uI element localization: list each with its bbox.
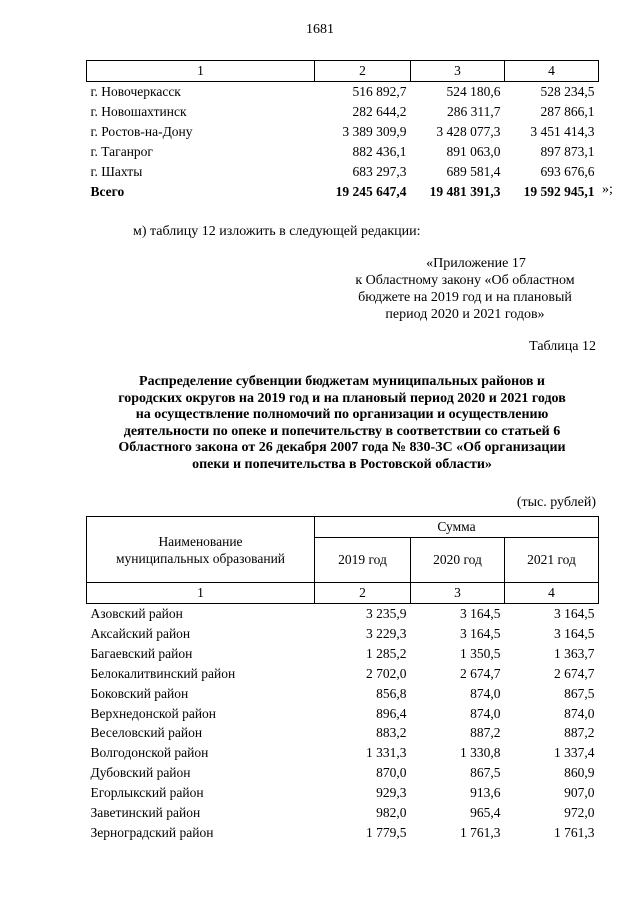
value-2019: 896,4 xyxy=(376,705,407,721)
value-2020: 286 311,7 xyxy=(447,104,501,119)
table-row xyxy=(87,723,599,743)
row-name: г. Новочеркасск xyxy=(90,84,181,99)
column-number-row xyxy=(87,61,599,82)
value-2019: 883,2 xyxy=(376,725,407,741)
table-row xyxy=(87,763,599,783)
table-row xyxy=(87,102,599,122)
table-row xyxy=(87,82,599,103)
value-2019: 1 285,2 xyxy=(366,645,407,661)
table-row xyxy=(87,803,599,823)
row-name: г. Шахты xyxy=(90,164,143,179)
value-2019: 870,0 xyxy=(376,765,407,781)
header-sum: Сумма xyxy=(315,517,599,538)
header-year: 2020 год xyxy=(411,538,505,583)
row-name: Верхнедонской район xyxy=(90,705,217,721)
col-number: 2 xyxy=(315,61,411,82)
units-label: (тыс. рублей) xyxy=(516,495,596,510)
total-2020: 19 481 391,3 xyxy=(429,184,501,199)
total-2021: 19 592 945,1 xyxy=(523,184,595,199)
row-name: Веселовский район xyxy=(90,725,203,741)
col-number: 4 xyxy=(505,61,599,82)
value-2020: 1 761,3 xyxy=(460,824,501,840)
col-number: 3 xyxy=(411,61,505,82)
amendment-paragraph: м) таблицу 12 изложить в следующей редакции: xyxy=(133,224,421,239)
value-2021: 907,0 xyxy=(564,785,595,801)
value-2021: 1 761,3 xyxy=(554,824,595,840)
table-row xyxy=(87,664,599,684)
table-label: Таблица 12 xyxy=(529,339,596,354)
title-line: Распределение субвенции бюджетам муниципальных районов и xyxy=(139,374,545,389)
value-2019: 282 644,2 xyxy=(352,104,407,119)
table-row xyxy=(87,162,599,182)
col-number: 3 xyxy=(411,583,505,604)
value-2019: 683 297,3 xyxy=(352,164,407,179)
annex-line: «Приложение 17 xyxy=(426,256,526,271)
value-2021: 693 676,6 xyxy=(540,164,595,179)
value-2021: 528 234,5 xyxy=(540,84,595,99)
table-row xyxy=(87,644,599,664)
value-2021: 1 363,7 xyxy=(554,645,595,661)
value-2020: 3 164,5 xyxy=(460,606,501,621)
annex-reference xyxy=(330,255,600,323)
title-line: городских округов на 2019 год и на плановый период 2020 и 2021 годов xyxy=(118,390,566,406)
table-row xyxy=(87,823,599,843)
value-2019: 3 235,9 xyxy=(366,606,407,621)
header-year: 2019 год xyxy=(315,538,411,583)
row-name: г. Ростов-на-Дону xyxy=(90,124,193,139)
value-2021: 1 337,4 xyxy=(554,745,595,761)
table-12 xyxy=(86,516,599,843)
value-2020: 524 180,6 xyxy=(446,84,501,99)
col-number: 1 xyxy=(87,61,315,82)
table-row xyxy=(87,604,599,624)
table-row xyxy=(87,704,599,724)
header-name-line: муниципальных образований xyxy=(115,550,286,566)
title-line: опеки и попечительства в Ростовской области» xyxy=(192,456,492,472)
value-2021: 867,5 xyxy=(564,685,595,701)
row-name: Егорлыкский район xyxy=(90,785,204,801)
annex-line: к Областному закону «Об областном xyxy=(355,273,575,288)
value-2020: 3 428 077,3 xyxy=(436,124,501,139)
value-2020: 874,0 xyxy=(470,685,501,701)
title-line: Областного закона от 26 декабря 2007 года № 830-ЗС «Об организации xyxy=(118,440,566,455)
row-name: Заветинский район xyxy=(90,805,201,821)
row-name: Аксайский район xyxy=(90,625,191,641)
value-2021: 897 873,1 xyxy=(540,144,595,159)
value-2021: 3 451 414,3 xyxy=(530,124,595,139)
table-row xyxy=(87,122,599,142)
value-2019: 1 331,3 xyxy=(366,745,407,761)
row-name: Багаевский район xyxy=(90,645,193,661)
row-name: Зерноградский район xyxy=(90,824,214,840)
previous-table xyxy=(86,60,599,202)
table-row xyxy=(87,624,599,644)
value-2021: 874,0 xyxy=(564,705,595,721)
value-2020: 1 350,5 xyxy=(460,645,501,661)
annex-line: период 2020 и 2021 годов» xyxy=(385,307,545,322)
row-name: Боковский район xyxy=(90,685,189,701)
value-2019: 929,3 xyxy=(376,785,407,801)
column-number-row xyxy=(87,583,599,604)
col-number: 2 xyxy=(315,583,411,604)
col-number: 1 xyxy=(87,583,315,604)
value-2020: 891 063,0 xyxy=(446,144,501,159)
value-2021: 2 674,7 xyxy=(554,665,595,681)
value-2019: 882 436,1 xyxy=(352,144,407,159)
value-2020: 874,0 xyxy=(470,705,501,721)
value-2020: 3 164,5 xyxy=(460,625,501,641)
value-2019: 856,8 xyxy=(376,685,407,701)
total-2019: 19 245 647,4 xyxy=(335,184,407,199)
value-2019: 3 229,3 xyxy=(366,625,407,641)
row-name: Белокалитвинский район xyxy=(90,665,236,681)
value-2021: 860,9 xyxy=(564,765,595,781)
end-mark: »; xyxy=(602,182,613,197)
header-row xyxy=(87,517,599,538)
value-2020: 1 330,8 xyxy=(460,745,501,761)
header-year: 2021 год xyxy=(505,538,599,583)
value-2020: 887,2 xyxy=(470,725,501,741)
value-2020: 689 581,4 xyxy=(446,164,501,179)
table-row xyxy=(87,684,599,704)
value-2020: 867,5 xyxy=(470,765,501,781)
row-name: Дубовский район xyxy=(90,765,191,781)
value-2019: 3 389 309,9 xyxy=(342,124,407,139)
title-line: на осуществление полномочий по организации и осуществлению xyxy=(135,407,549,422)
page-number: 1681 xyxy=(306,22,334,37)
value-2021: 887,2 xyxy=(564,725,595,741)
value-2021: 972,0 xyxy=(564,805,595,821)
annex-line: бюджете на 2019 год и на плановый xyxy=(358,290,572,305)
value-2019: 1 779,5 xyxy=(366,824,407,840)
header-name xyxy=(87,517,315,583)
table-row xyxy=(87,743,599,763)
value-2019: 516 892,7 xyxy=(352,84,407,99)
row-name: г. Новошахтинск xyxy=(90,104,187,119)
value-2021: 3 164,5 xyxy=(554,606,595,621)
total-label: Всего xyxy=(90,184,125,199)
value-2020: 913,6 xyxy=(470,785,501,801)
total-row xyxy=(87,182,599,202)
table-title xyxy=(86,374,598,473)
value-2021: 287 866,1 xyxy=(540,104,595,119)
row-name: Волгодонской район xyxy=(90,745,209,761)
value-2019: 2 702,0 xyxy=(366,665,407,681)
table-row xyxy=(87,783,599,803)
table-row xyxy=(87,142,599,162)
value-2020: 965,4 xyxy=(470,805,501,821)
row-name: Азовский район xyxy=(90,606,183,621)
col-number: 4 xyxy=(505,583,599,604)
row-name: г. Таганрог xyxy=(90,144,153,159)
header-name-line: Наименование xyxy=(158,533,243,549)
value-2019: 982,0 xyxy=(376,805,407,821)
value-2021: 3 164,5 xyxy=(554,625,595,641)
title-line: деятельности по опеке и попечительству в соответствии со статьей 6 xyxy=(123,423,561,439)
value-2020: 2 674,7 xyxy=(460,665,501,681)
